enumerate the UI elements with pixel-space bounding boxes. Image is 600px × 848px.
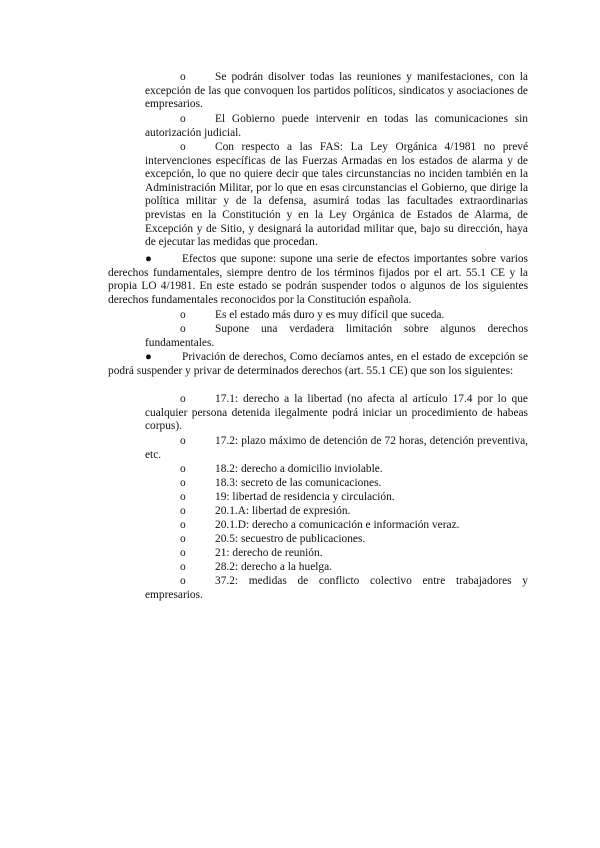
bullet-marker: o <box>180 141 186 153</box>
bullet-marker: ● <box>145 253 152 265</box>
bullet-marker: o <box>180 323 186 335</box>
item-text: 17.1: derecho a la libertad (no afecta al artículo 17.4 por lo que cualquier persona detenida ilegalmente podrá iniciar un procedimiento de habeas corpus). <box>145 393 528 433</box>
sub-item-19 <box>145 491 528 505</box>
item-text: 21: derecho de reunión. <box>215 547 323 559</box>
bullet-marker: o <box>180 463 186 475</box>
sub-item-21 <box>145 547 528 561</box>
bullet-marker: o <box>180 309 186 321</box>
sub-item-28-2 <box>145 561 528 575</box>
sub-item-17-2 <box>145 435 528 462</box>
bullet-marker: o <box>180 71 186 83</box>
bullet-marker: o <box>180 477 186 489</box>
bullet-marker: o <box>180 491 186 503</box>
bullet-marker: o <box>180 519 186 531</box>
item-text: 20.5: secuestro de publicaciones. <box>215 533 366 545</box>
item-text: 20.1.A: libertad de expresión. <box>215 505 351 517</box>
item-text: Efectos que supone: supone una serie de efectos importantes sobre varios derechos fundamentales, siempre dentro de los términos fijados por el art. 55.1 CE y la propia LO 4/1981. En este estado se podrán suspender todos o algunos de los siguientes derechos fundamentales reconocidos por la Constitución española. <box>108 253 528 306</box>
sub-item-37-2 <box>145 575 528 602</box>
item-text: 37.2: medidas de conflicto colectivo entre trabajadores y empresarios. <box>145 575 528 601</box>
sub-item-fas <box>145 141 528 250</box>
item-text: Con respecto a las FAS: La Ley Orgánica 4/1981 no prevé intervenciones específicas de las Fuerzas Armadas en los estados de alarma y de excepción, lo que no quiere decir que tales circunstancias no inciden también en la Administración Militar, por lo que en esas circunstancias el Gobierno, que dirige la política militar y de la defensa, asumirá todas las facultades extraordinarias previstas en la Constitución y en la Ley Orgánica de Estados de Alarma, de Excepción y de Sitio, y designará la autoridad militar que, bajo su dirección, haya de ejecutar las medidas que procedan. <box>145 141 528 249</box>
item-text: 18.3: secreto de las comunicaciones. <box>215 477 382 489</box>
item-text: Es el estado más duro y es muy difícil que suceda. <box>215 309 445 321</box>
sub-item-estado-duro <box>145 309 528 323</box>
sub-item-18-3 <box>145 477 528 491</box>
item-text: 17.2: plazo máximo de detención de 72 horas, detención preventiva, etc. <box>145 435 528 461</box>
bullet-marker: ● <box>145 351 152 363</box>
main-item-privacion <box>108 351 528 378</box>
item-text: Privación de derechos, Como decíamos antes, en el estado de excepción se podrá suspender y privar de determinados derechos (art. 55.1 CE) que son los siguientes: <box>108 351 528 377</box>
item-text: 18.2: derecho a domicilio inviolable. <box>215 463 383 475</box>
sub-item-20-5 <box>145 533 528 547</box>
main-item-efectos <box>108 253 528 307</box>
sub-item-18-2 <box>145 463 528 477</box>
sub-item-reuniones <box>145 71 528 112</box>
bullet-marker: o <box>180 533 186 545</box>
bullet-marker: o <box>180 575 186 587</box>
item-text: 20.1.D: derecho a comunicación e información veraz. <box>215 519 460 531</box>
item-text: Se podrán disolver todas las reuniones y manifestaciones, con la excepción de las que convoquen los partidos políticos, sindicatos y asociaciones de empresarios. <box>145 71 528 111</box>
sub-item-comunicaciones <box>145 113 528 140</box>
sub-item-17-1 <box>145 393 528 434</box>
bullet-marker: o <box>180 505 186 517</box>
bullet-marker: o <box>180 547 186 559</box>
bullet-marker: o <box>180 561 186 573</box>
bullet-marker: o <box>180 393 186 405</box>
item-text: Supone una verdadera limitación sobre algunos derechos fundamentales. <box>145 323 528 349</box>
sub-item-20-1-a <box>145 505 528 519</box>
bullet-marker: o <box>180 113 186 125</box>
item-text: 19: libertad de residencia y circulación. <box>215 491 395 503</box>
item-text: 28.2: derecho a la huelga. <box>215 561 333 573</box>
item-text: El Gobierno puede intervenir en todas las comunicaciones sin autorización judicial. <box>145 113 528 139</box>
sub-item-20-1-d <box>145 519 528 533</box>
bullet-marker: o <box>180 435 186 447</box>
sub-item-limitacion <box>145 323 528 350</box>
